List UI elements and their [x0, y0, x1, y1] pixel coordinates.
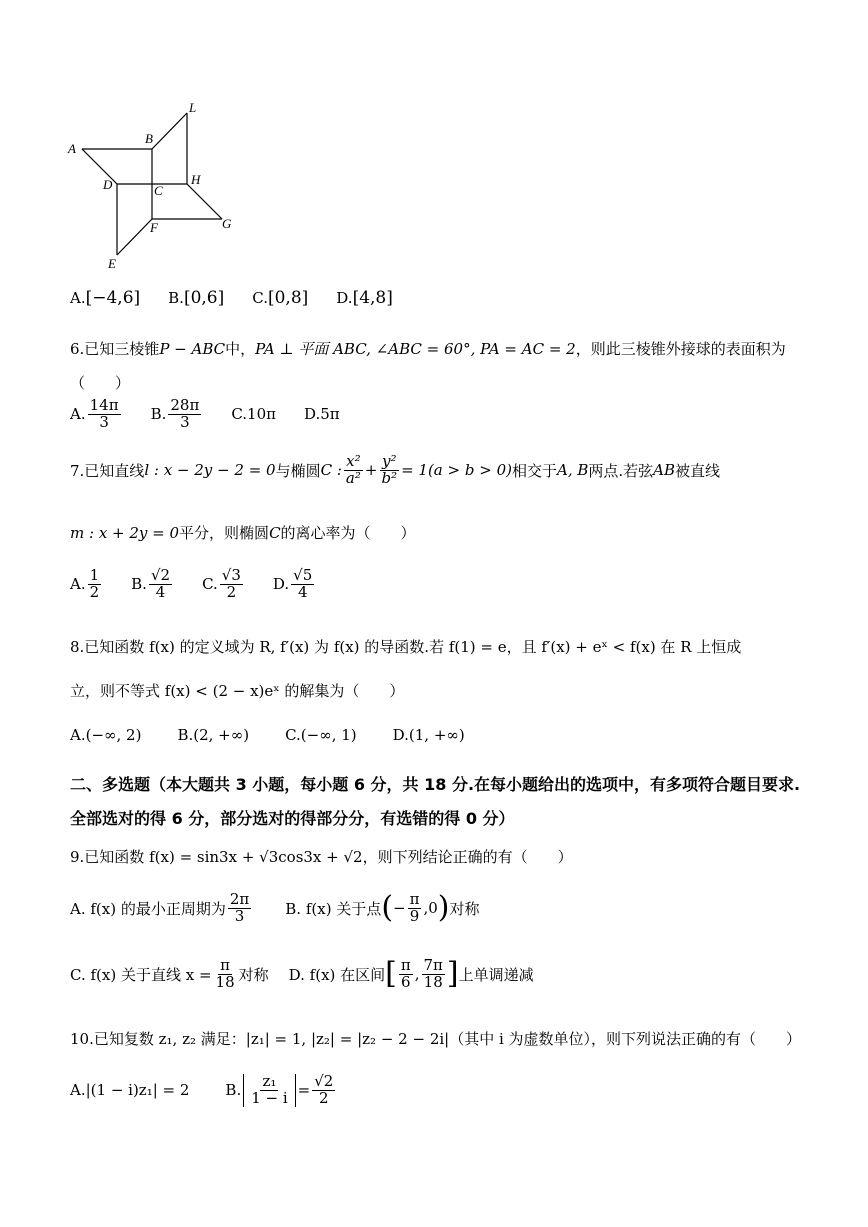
q7-option-b[interactable]: B. $\frac{√2}{4}$	[131, 566, 171, 601]
q8-option-d[interactable]: D.(1, +∞)	[392, 726, 465, 744]
q8-stem-line2: 立，则不等式 f(x) < (2 − x)eˣ 的解集为（ ）	[70, 682, 405, 700]
q6-stem: 6.已知三棱锥 P − ABC 中， PA ⊥ 平面 ABC, ∠ABC = 60°, PA = AC = 2 ，则此三棱锥外接球的表面积为	[70, 339, 786, 358]
section-2-heading: 二、多选题（本大题共 3 小题，每小题 6 分，共 18 分.在每小题给出的选项中，有多项符合题目要求.全部选对的得 6 分，部分选对的得部分分，有选错的得 0 分）	[70, 775, 801, 828]
q10-stem: 10.已知复数 z₁, z₂ 满足：|z₁| = 1, |z₂| = |z₂ − 2 − 2i|（其中 i 为虚数单位），则下列说法正确的有（ ）	[70, 1030, 802, 1048]
q8-option-a[interactable]: A.(−∞, 2)	[70, 726, 142, 744]
q9-option-c[interactable]: C. f(x) 关于直线 x = $\frac{\pi}{18}$ 对称	[70, 956, 269, 991]
q9-stem: 9.已知函数 f(x) = sin3x + √3cos3x + √2，则下列结论正确的有（ ）	[70, 848, 573, 866]
q9-options-cd	[70, 958, 562, 991]
q9-options-ab	[70, 892, 508, 925]
q5-option-c[interactable]: C. [0,8]	[252, 288, 309, 308]
label-d: D	[103, 177, 113, 192]
label-a: A	[68, 141, 76, 156]
label-h: H	[191, 172, 201, 187]
label-l: L	[189, 100, 197, 115]
q6-option-b[interactable]: B. $\frac{28\pi}{3}$	[150, 396, 200, 431]
geometry-figure	[60, 95, 250, 275]
edge-e-f	[117, 219, 152, 255]
q5-option-d[interactable]: D. [4,8]	[336, 288, 393, 308]
q8-option-b[interactable]: B.(2, +∞)	[177, 726, 250, 744]
label-c: C	[154, 183, 163, 198]
q6-paren: （ ）	[70, 374, 131, 392]
q9-option-b[interactable]: B. f(x) 关于点 ( − $\frac{\pi}{9}$ ,0 ) 对称	[285, 890, 480, 926]
q8-option-c[interactable]: C.(−∞, 1)	[285, 726, 357, 744]
q7-option-d[interactable]: D. $\frac{√5}{4}$	[272, 566, 313, 601]
q6-option-a[interactable]: A. $\frac{14\pi}{3}$	[70, 396, 119, 431]
q10-options	[70, 1074, 365, 1107]
q10-option-b[interactable]: B. $\frac{\text{z₁}}{1 - i}$ = $\frac{√2}{2}$	[225, 1072, 334, 1107]
q7-stem-line2: m : x + 2y = 0 平分，则椭圆 C 的离心率为（ ）	[70, 523, 416, 542]
q7-option-c[interactable]: C. $\frac{√3}{2}$	[202, 566, 241, 601]
q7-options	[70, 568, 344, 601]
q9-option-a[interactable]: A. f(x) 的最小正周期为 $\frac{2\pi}{3}$	[70, 890, 250, 925]
label-e: E	[108, 256, 116, 271]
q5-options	[70, 288, 421, 308]
q8-stem: 8.已知函数 f(x) 的定义域为 R, f′(x) 为 f(x) 的导函数.若 f(1) = e，且 f′(x) + eˣ < f(x) 在 R 上恒成	[70, 638, 742, 656]
q5-option-b[interactable]: B. [0,6]	[168, 288, 225, 308]
label-g: G	[222, 216, 232, 231]
q10-option-a[interactable]: A.|(1 − i)z₁| = 2	[70, 1081, 190, 1100]
label-f: F	[150, 220, 158, 235]
q7-option-a[interactable]: A. $\frac{1}{2}$	[70, 566, 100, 601]
edge-h-g	[187, 184, 222, 219]
q7-stem: 7.已知直线 l : x − 2y − 2 = 0 与椭圆 C : $\frac{\text{x²}}{\text{a²}}$ + $\frac{\text{y²}}{\text{b²}}$ = 1(a > b > 0) 相交于 A, B 两点.若弦 AB 被直线	[70, 452, 721, 487]
q6-options	[70, 398, 368, 431]
q6-option-d[interactable]: D.5π	[303, 405, 340, 424]
label-b: B	[145, 131, 153, 146]
q9-option-d[interactable]: D. f(x) 在区间 [ $\frac{\pi}{6}$ , $\frac{7\pi}{18}$ ] 上单调递减	[288, 956, 534, 992]
q8-options	[70, 726, 493, 744]
q6-option-c[interactable]: C.10π	[231, 405, 276, 424]
q5-option-a[interactable]: A. [−4,6]	[70, 288, 141, 308]
edge-b-l	[152, 113, 187, 149]
